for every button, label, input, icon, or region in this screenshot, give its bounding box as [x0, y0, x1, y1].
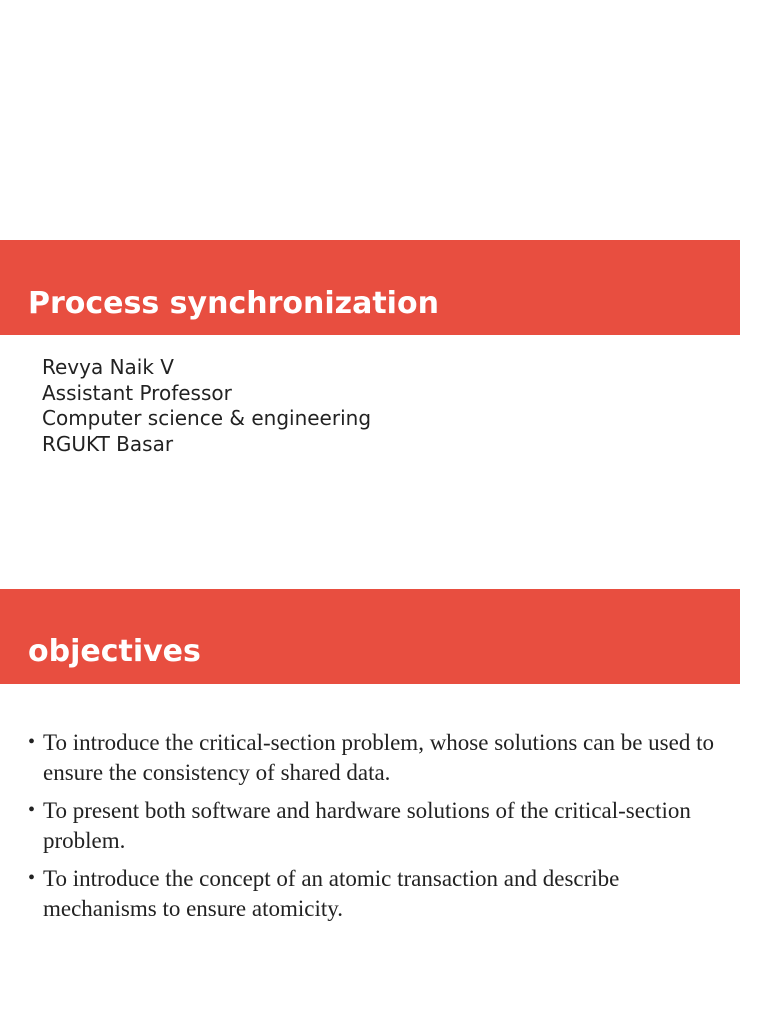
- slide-title: Process synchronization: [28, 286, 439, 321]
- bullet-icon: •: [28, 731, 36, 753]
- objectives-list: [28, 728, 718, 932]
- title-banner: [0, 240, 740, 335]
- objective-text: To introduce the critical-section problem, whose solutions can be used to ensure the consistency of shared data.: [43, 730, 714, 785]
- bullet-icon: •: [28, 799, 36, 821]
- objectives-heading: objectives: [28, 634, 201, 669]
- author-name: Revya Naik V: [42, 355, 174, 379]
- author-institution: RGUKT Basar: [42, 431, 174, 456]
- author-department: Computer science & engineering: [42, 406, 372, 430]
- author-position: Assistant Professor: [42, 380, 232, 405]
- objective-text: To present both software and hardware solutions of the critical-section problem.: [43, 798, 691, 853]
- objective-text: To introduce the concept of an atomic transaction and describe mechanisms to ensure atomicity.: [43, 866, 620, 921]
- list-item: [28, 728, 718, 788]
- list-item: [28, 796, 718, 856]
- author-info: [42, 355, 371, 457]
- objectives-banner: [0, 589, 740, 684]
- bullet-icon: •: [28, 867, 36, 889]
- list-item: [28, 864, 718, 924]
